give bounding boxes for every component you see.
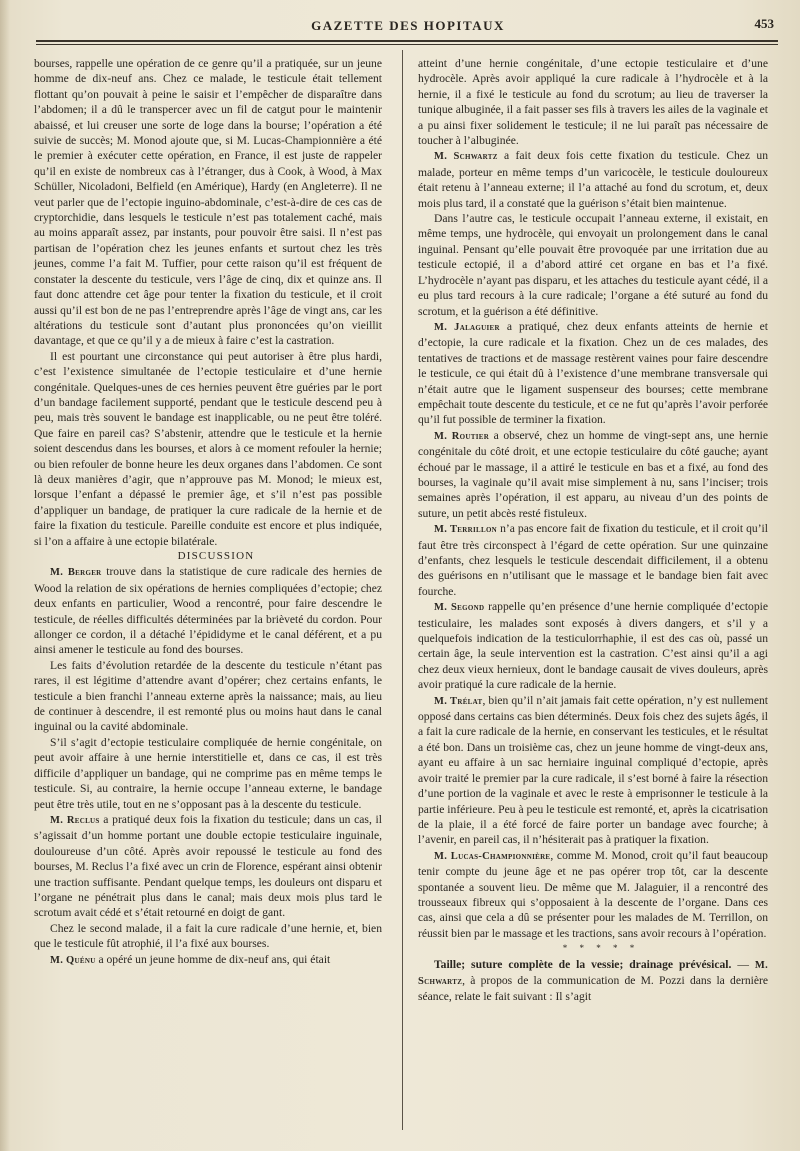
speaker-name: M. Lucas-Championnière — [434, 850, 551, 862]
paragraph: Les faits d’évolution retardée de la descente du testicule n’étant pas rares, il est légitime d’attendre avant d’opérer; chez certains enfants, le testicule a bien franchi l’anneau externe après la naissance; mais, au lieu de continuer à descendre, il est remonté plus ou moins haut dans le canal inguinal ou la cavité abdominale. — [34, 658, 382, 734]
section-separator: * * * * * — [562, 943, 640, 954]
paragraph-text: a pratiqué, chez deux enfants atteints de hernie et d’ectopie, la cure radicale et la fixation. Chez un de ces malades, des tentatives de tractions et de massage restèrent vaines pour faire descendre le testicule, ce qui était dû à l’existence d’une membrane transversale qui n’était autre que le ligament suspenseur des bourses; cette membrane empêchait toute descente du testicule, et ce ne fut qu’après l’avoir perforée qu’il fut possible de terminer la fixation. — [418, 319, 768, 427]
section-heading: DISCUSSION — [177, 550, 255, 562]
paragraph-text: a fait deux fois cette fixation du testicule. Chez un malade, porteur en même temps d’un varicocèle, le testicule douloureux était retenu à l’anneau externe; il l’a attaché au fond du scrotum, et, deux mois plus tard, il a constaté que la guérison s’était bien maintenue. — [418, 149, 768, 210]
header-rule-thin — [36, 44, 778, 45]
paragraph-text: , comme M. Monod, croit qu’il faut beaucoup tenir compte du jeune âge et ne pas opérer trop tôt, car la descente spontanée a souvent lieu. De même que M. Jalaguier, il a rencontré des trousseaux fibreux qui s’opposaient à la descente de l’organe. Dans ces cas, ainsi que cela a dû se présenter pour les malades de M. Terrillon, on réussit bien par le massage et les tractions, sans avoir recours à l’opération. — [418, 848, 768, 940]
paragraph — [418, 848, 768, 941]
right-column — [418, 56, 768, 1005]
page-number: 453 — [754, 16, 774, 31]
paragraph: Il est pourtant une circonstance qui peut autoriser à être plus hardi, c’est l’existence simultanée de l’ectopie testiculaire et d’une hernie congénitale. Quelques-unes de ces hernies peuvent être guéries par le port d’un bandage facilement supporté, pendant que le testicule descend peu à peu, mais très souvent le bandage est inapplicable, ou ne peut être toléré. Que faire en pareil cas? S’abstenir, attendre que le testicule et la hernie soient descendus dans les bourses, et alors à ce moment refouler la hernie; ou bien refouler de bonne heure les deux organes dans l’abdomen. Ce sont là deux manières d’agir, que n’approuve pas M. Monod; le mieux est, lorsque l’enfant a dépassé le premier âge, et s’il n’est pas possible d’appliquer un bandage, de pratiquer la cure radicale de la hernie et de faire la fixation du testicule. Pareille conduite est encore et plus indiquée, si l’on a affaire à une ectopie bilatérale. — [34, 349, 382, 548]
paragraph — [34, 812, 382, 921]
paragraph: bourses, rappelle une opération de ce genre qu’il a pratiquée, sur un jeune homme de dix-neuf ans. Chez ce malade, le testicule était tellement flottant qu’on pouvait à peine le saisir et l’empêcher de disparaître dans l’abdomen; il a dû le transpercer avec un fil de catgut pour le maintenir abaissé, et lui creuser une sorte de loge dans la bourse; l’opération a été suivie de succès; M. Monod ajoute que, si M. Lucas-Championnière a été le premier à exécuter cette opération, en France, il est juste de rappeler qu’il en existe de nombreux cas à l’étranger, dus à Cook, à Wood, à Max Schüller, Nicoladoni, Belfield (en Amérique), Hardy (en Angleterre). Il ne veut parler que de l’ectopie inguino-abdominale, c’est-à-dire de ces cas de cryptorchidie, dans lesquels le testicule n’est pas totalement caché, mais au moins apparaît assez, par instants, pour pouvoir être saisi. Il n’est pas partisan de l’opération chez les jeunes enfants et surtout chez les très jeunes, comme l’a fait M. Tuffier, pour cette raison qu’il est fréquent de constater la descente du testicule, vers l’âge de cinq, dix et quinze ans. Il faut donc attendre cet âge pour tenter la fixation du testicule, et il croit aussi qu’il est bon de ne pas l’entreprendre après l’âge de vingt ans, car les altérations du testicule sont d’autant plus prononcées qu’on vieillit davantage, et que ce qu’il y a de mieux à faire c’est la castration. — [34, 57, 382, 348]
speaker-name: M. Reclus — [50, 814, 100, 826]
speaker-name: M. Quénu — [50, 954, 96, 966]
paragraph-text: a pratiqué deux fois la fixation du testicule; dans un cas, il s’agissait d’un homme portant une double ectopie testiculaire inguinale, douloureuse d’un côté. Après avoir repoussé le testicule au fond des bourses, M. Reclus l’a fixé avec un crin de Florence, espérant ainsi obtenir une traction suffisante. Pendant quelque temps, les douleurs ont disparu et l’organe ne pénétrait plus dans le canal; mais deux mois plus tard le scrotum avait cédé et s’était retourné en doigt de gant. — [34, 812, 382, 920]
paragraph — [34, 952, 382, 968]
paragraph — [418, 148, 768, 211]
paragraph — [418, 319, 768, 428]
running-title: GAZETTE DES HOPITAUX — [311, 18, 505, 33]
dash: — — [731, 957, 755, 971]
paragraph — [418, 599, 768, 692]
speaker-name: M. Segond — [434, 602, 485, 614]
speaker-name: M. Routier — [434, 430, 490, 442]
article-title: Taille; suture complète de la vessie; drainage prévésical. — [434, 957, 732, 971]
paragraph-text: n’a pas encore fait de fixation du testicule, et il croit qu’il faut être très circonspect à l’égard de cette opération. Sur une quinzaine d’enfants, chez lesquels le testicule descendait difficilement, il a obtenu des guérisons en n’utilisant que le massage et le bandage bien fait avec fourche. — [418, 522, 768, 598]
page-header — [36, 14, 780, 40]
paragraph-text: , à propos de la communication de M. Pozzi dans la dernière séance, relate le fait suivant : Il s’agit — [418, 973, 768, 1004]
left-column — [34, 56, 382, 968]
speaker-name: M. Terrillon — [434, 524, 498, 536]
paragraph: Chez le second malade, il a fait la cure radicale d’une hernie, et, bien que le testicule fût atrophié, il l’a fixé aux bourses. — [34, 921, 382, 951]
paragraph: atteint d’une hernie congénitale, d’une ectopie testiculaire et d’une hydrocèle. Après avoir appliqué la cure radicale à l’hydrocèle et à la hernie, il a fixé le testicule au fond du scrotum; au lieu de traverser la tunique albuginée, il a fait passer ses fils à travers les ailes de la vaginale et a pu ainsi fixer solidement le testicule; il ne lui paraît pas nécessaire de toucher à l’albuginée. — [418, 57, 768, 148]
paragraph — [418, 957, 768, 1005]
page-binding-shadow — [0, 0, 10, 1151]
paragraph-text: trouve dans la statistique de cure radicale des hernies de Wood la relation de six opérations de hernies compliquées d’ectopie; chez deux enfants en particulier, Wood a rencontré, pour faire descendre le testicule, de réelles difficultés déterminées par la brièveté du cordon. Pour allonger ce cordon, il a détaché l’épididyme et le canal déférent, et a pu ainsi amener le testicule au fond des bourses. — [34, 565, 382, 657]
paragraph — [418, 428, 768, 521]
header-rule — [36, 40, 778, 42]
paragraph-text: , bien qu’il n’ait jamais fait cette opération, n’y est nullement opposé dans certains cas bien déterminés. Deux fois chez des sujets âgés, il a fait la cure radicale de la hernie, en conservant les testicules, et le résultat a été bon. Dans un troisième cas, chez un jeune homme de vingt-deux ans, ayant eu affaire à un sac herniaire inguinal compliqué d’ectopie, après avoir traité le premier par la cure radicale, il s’est borné à faire la résection d’une portion de la vaginale et avec le reste à emprisonner le testicule à la partie inférieure. Peu à peu le testicule est remonté, et, après la cicatrisation de la plaie, il a été forcé de faire porter un bandage avec fourche; à l’avenir, en pareil cas, il n’hésiterait pas à pratiquer la fixation. — [418, 693, 768, 847]
speaker-name: M. Schwartz — [434, 151, 498, 163]
speaker-name: M. Trélat — [434, 695, 483, 707]
speaker-name: M. Jalaguier — [434, 321, 500, 333]
paragraph — [418, 521, 768, 599]
paragraph: S’il s’agit d’ectopie testiculaire compliquée de hernie congénitale, on peut avoir affaire à une hernie interstitielle et, dans ce cas, il est très difficile d’appliquer un bandage, qui ne comprime pas en même temps le testicule. Si, au contraire, la hernie occupe l’anneau externe, le bandage peut être très utile, tout en ne s’opposant pas à la descente du testicule. — [34, 735, 382, 811]
speaker-name: M. Schwartz — [418, 959, 769, 987]
paragraph-text: rappelle qu’en présence d’une hernie compliquée d’ectopie testiculaire, les malades sont exposés à divers dangers, et s’il y a quelquefois indication de la testiculorrhaphie, il est des cas où, passé un certain âge, la seule intervention est la castration. C’est ainsi qu’il a agi chez deux vieux hernieux, dont le bandage causait de vives douleurs, après avoir pratiqué la cure radicale de la hernie. — [418, 600, 768, 692]
speaker-name: M. Berger — [50, 567, 102, 579]
paragraph — [418, 693, 768, 848]
paragraph: Dans l’autre cas, le testicule occupait l’anneau externe, il existait, en même temps, une hydrocèle, qui envoyait un prolongement dans le canal inguinal. Pensant qu’elle pouvait être provoquée par une irritation due au testicule ectopié, il a d’abord attiré cet organe en bas et l’a fixé. L’hydrocèle n’ayant pas disparu, et les attaches du testicule ayant cédé, il a eu plus tard recours à la cure radicale; l’organe a été suturé au fond du scrotum, et la guérison a été définitive. — [418, 212, 768, 318]
paragraph-text: a observé, chez un homme de vingt-sept ans, une hernie congénitale du côté droit, et une ectopie testiculaire du côté gauche; ayant échoué par le massage, il a attiré le testicule en bas et a fixé, au fond des bourses, la vaginale qu’il avait mise simplement à nu, sans l’inciser; trois semaines après l’opération, il est apparu, au niveau d’un des points de suture, un petit abcès resté fistuleux. — [418, 428, 768, 520]
column-divider — [402, 50, 403, 1130]
paragraph — [34, 564, 382, 657]
paragraph-text: a opéré un jeune homme de dix-neuf ans, qui était — [95, 952, 331, 966]
